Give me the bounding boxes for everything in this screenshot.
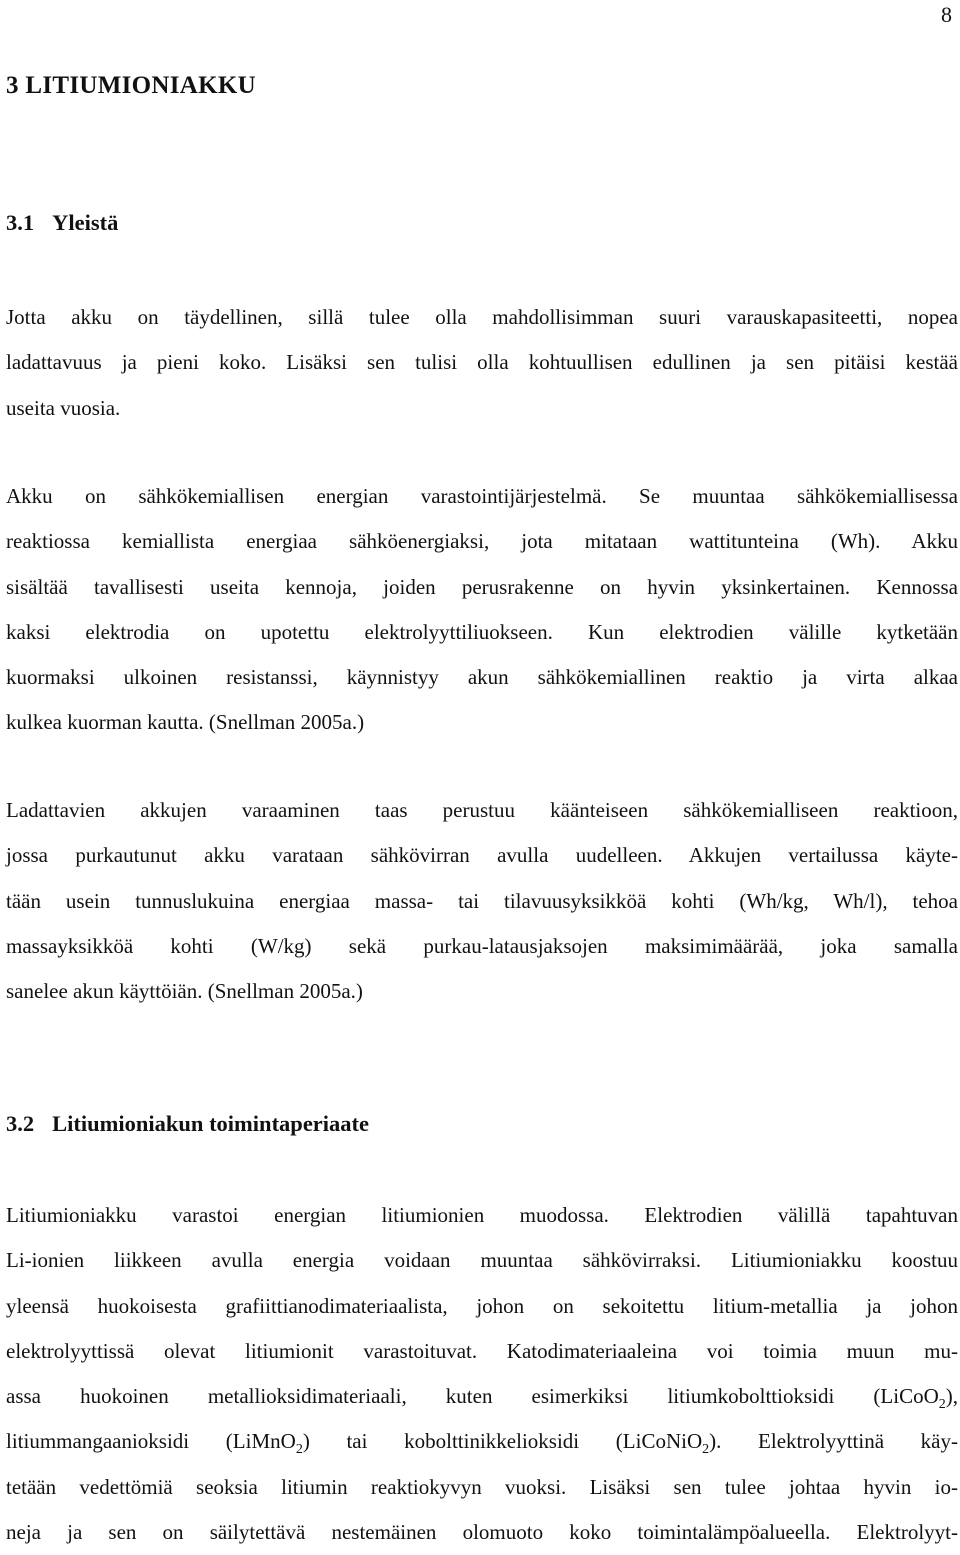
paragraph-operating-principle (6, 1193, 958, 1555)
text-line: massayksikköä kohti (W/kg) sekä purkau-latausjaksojen maksimimäärää, joka samalla (6, 933, 958, 958)
paragraph-intro (6, 295, 958, 431)
text-line: kulkea kuorman kautta. (Snellman 2005a.) (6, 710, 365, 735)
page-number: 8 (941, 2, 952, 27)
text-line: ladattavuus ja pieni koko. Lisäksi sen tulisi olla kohtuullisen edullinen ja sen pitäisi kestää (6, 350, 958, 375)
text-line: tään usein tunnuslukuina energiaa massa- tai tilavuusyksikköä kohti (Wh/kg, Wh/l), tehoa (6, 888, 958, 913)
text-line: kaksi elektrodia on upotettu elektrolyyttiliuokseen. Kun elektrodien välille kytketään (6, 619, 958, 644)
paragraph-battery-definition (6, 474, 958, 746)
text-line: Akku on sähkökemiallisen energian varastointijärjestelmä. Se muuntaa sähkökemiallisessa (6, 484, 958, 508)
text-line: kuormaksi ulkoinen resistanssi, käynnistyy akun sähkökemiallinen reaktio ja virta alkaa (6, 665, 958, 690)
text-line: useita vuosia. (6, 395, 121, 420)
section-heading-3-2 (6, 1111, 369, 1137)
text-segment: ). Elektrolyyttinä käy- (709, 1429, 959, 1454)
subscript: 2 (295, 1442, 303, 1458)
subscript: 2 (938, 1397, 946, 1413)
text-line: sanelee akun käyttöiän. (Snellman 2005a.) (6, 979, 363, 1004)
text-segment: litiummangaanioksidi (LiMnO (6, 1429, 296, 1454)
text-line: elektrolyyttissä olevat litiumionit varastoituvat. Katodimateriaaleina voi toimia muun mu- (6, 1338, 958, 1363)
text-line (6, 1374, 958, 1419)
section-title: Yleistä (52, 210, 119, 235)
section-number: 3.2 (6, 1111, 35, 1136)
text-line: tetään vedettömiä seoksia litiumin reaktiokyvyn vuoksi. Lisäksi sen tulee johtaa hyvin io- (6, 1474, 958, 1499)
text-line: Litiumioniakku varastoi energian litiumionien muodossa. Elektrodien välillä tapahtuvan (6, 1203, 958, 1227)
paragraph-charging (6, 788, 958, 1014)
subscript: 2 (702, 1442, 710, 1458)
text-segment: ) tai kobolttinikkelioksidi (LiCoNiO (302, 1429, 703, 1454)
chapter-heading: 3 LITIUMIONIAKKU (6, 72, 256, 99)
text-line (6, 1419, 958, 1464)
text-line: Li-ionien liikkeen avulla energia voidaan muuntaa sähkövirraksi. Litiumioniakku koostuu (6, 1248, 958, 1273)
section-title: Litiumioniakun toimintaperiaate (52, 1111, 370, 1136)
text-line: jossa purkautunut akku varataan sähkövirran avulla uudelleen. Akkujen vertailussa käyte- (6, 843, 958, 868)
text-line: neja ja sen on säilytettävä nestemäinen olomuoto koko toimintalämpöalueella. Elektrolyyt- (6, 1520, 958, 1545)
text-line: sisältää tavallisesti useita kennoja, joiden perusrakenne on hyvin yksinkertainen. Kennossa (6, 574, 958, 599)
section-heading-3-1 (6, 210, 118, 236)
text-line: reaktiossa kemiallista energiaa sähköenergiaksi, jota mitataan wattitunteina (Wh). Akku (6, 529, 958, 554)
text-line: yleensä huokoisesta grafiittianodimateriaalista, johon on sekoitettu litium-metallia ja johon (6, 1293, 958, 1318)
text-line: Ladattavien akkujen varaaminen taas perustuu käänteiseen sähkökemialliseen reaktioon, (6, 798, 958, 822)
text-segment: assa huokoinen metallioksidimateriaali, kuten esimerkiksi litiumkobolttioksidi (LiCoO (6, 1384, 939, 1409)
text-segment: ), (945, 1384, 958, 1409)
text-line: Jotta akku on täydellinen, sillä tulee olla mahdollisimman suuri varauskapasiteetti, nopea (6, 305, 958, 329)
section-number: 3.1 (6, 210, 35, 235)
